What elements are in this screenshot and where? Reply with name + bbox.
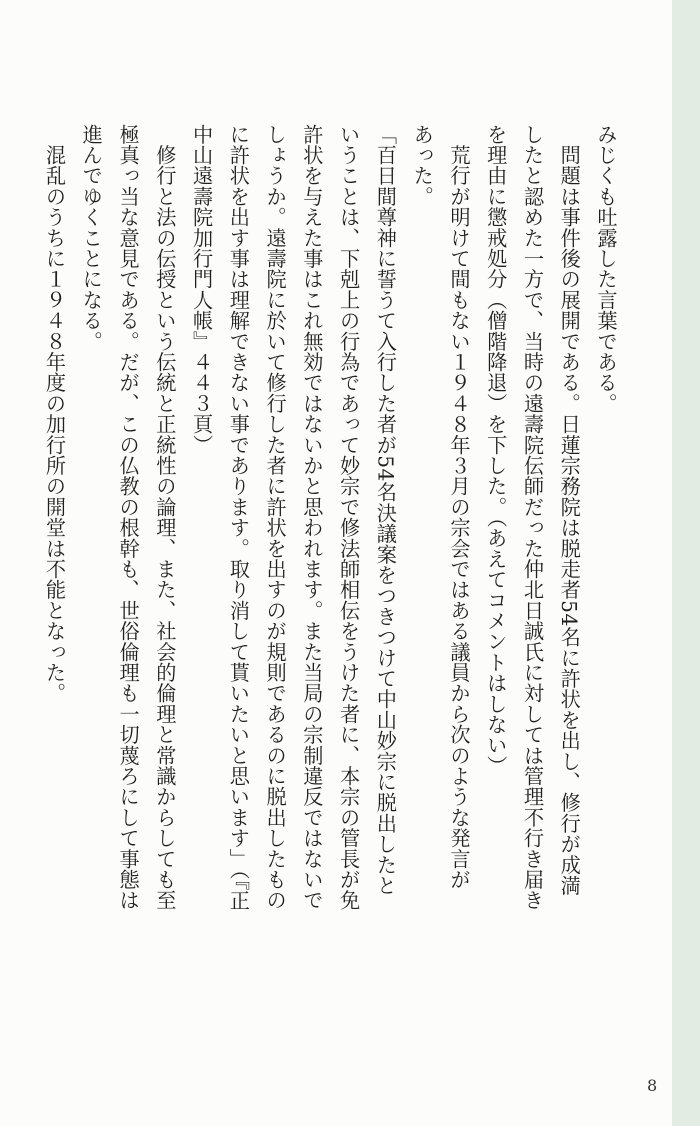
page-edge-strip	[672, 0, 700, 1126]
text-line: したと認めた一方で、当時の遠壽院伝師だった仲北日誠氏に対しては管理不行き届き	[520, 124, 545, 911]
quote-line: に許状を出す事は理解できない事であります。取り消して貰いたいと思います」（『正	[226, 124, 251, 912]
body-text	[42, 124, 624, 912]
text-line: みじくも吐露した言葉である。	[594, 124, 618, 414]
quote-line: しょうか。遠壽院に於いて修行した者に許状を出すのが規則であるのに脱出したもの	[263, 124, 288, 911]
text-line: 混乱のうちに１９４８年度の加行所の開堂は不能となった。	[42, 124, 67, 704]
quote-line: 「百日間尊神に誓うて入行した者が54名決議案をつきつけて中山妙宗に脱出したと	[373, 124, 398, 896]
text-line: 極真っ当な意見である。だが、この仏教の根幹も、世俗倫理も一切蔑ろにして事態は	[116, 124, 141, 911]
quote-line: いうことは、下剋上の行為であって妙宗で修法師相伝をうけた者に、本宗の管長が免	[336, 124, 361, 911]
text-line: あった。	[410, 124, 435, 207]
page-number: 8	[647, 1076, 658, 1095]
text-line: を理由に懲戒処分（僧階降退）を下した。（あえてコメントはしない）	[483, 124, 508, 777]
text-line: 問題は事件後の展開である。日蓮宗務院は脱走者54名に許状を出し、修行が成満	[557, 124, 582, 896]
citation-line: 中山遠壽院加行門人帳』４４３頁）	[189, 124, 214, 456]
text-line: 進んでゆくことになる。	[79, 124, 104, 352]
text-line: 荒行が明けて間もない１９４８年３月の宗会ではある議員から次のような発言が	[446, 124, 471, 890]
text-line: 修行と法の伝授という伝統と正統性の論理、また、社会的倫理と常識からしても至	[152, 124, 177, 911]
quote-line: 許状を与えた事はこれ無効ではないかと思われます。また当局の宗制違反ではないで	[299, 124, 324, 911]
